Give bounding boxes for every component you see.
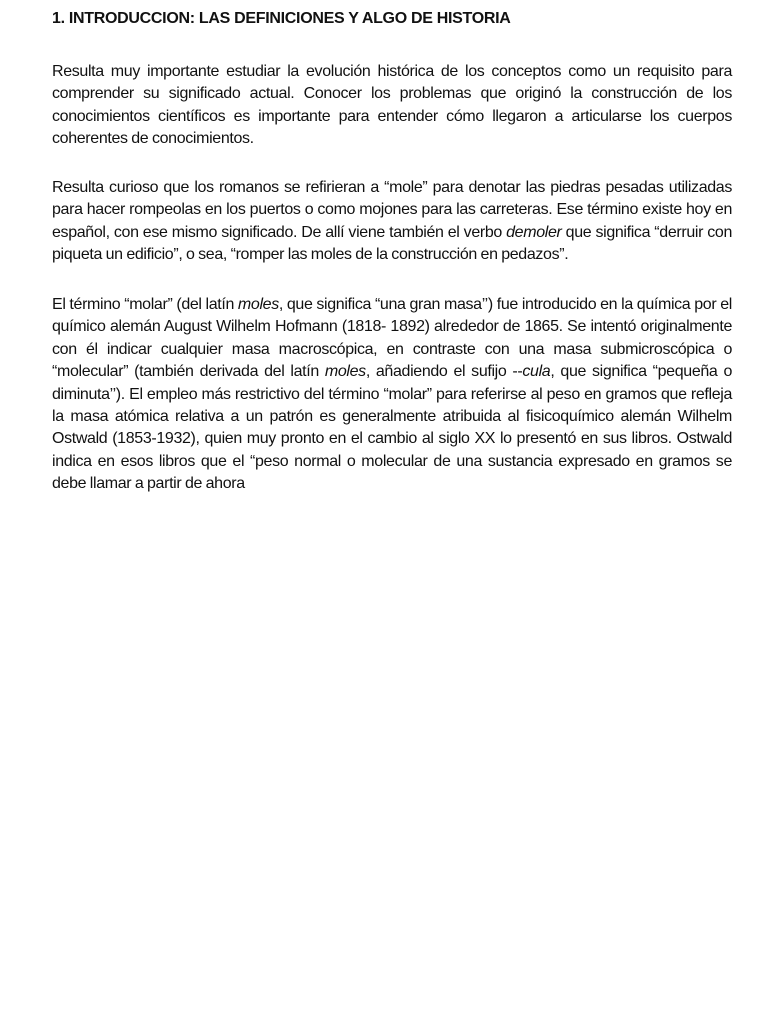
paragraph-introduction: Resulta muy importante estudiar la evolución histórica de los conceptos como un requisito para comprender su significado actual. Conocer los problemas que originó la construcción de los conocimientos científicos es importante para entender cómo llegaron a articularse los cuerpos coherentes de conocimientos. — [52, 63, 732, 148]
italic-term-moles: moles — [237, 296, 279, 313]
paragraph-text: , que significa “pequeña o diminuta’’). El empleo más restrictivo del término “molar” para referirse al peso en gramos que refleja la masa atómica relativa a un patrón es generalmente atribuida al fisicoquímico alemán Wilhelm Ostwald (1853-1932), quien muy pronto en el cambio al siglo XX lo presentó en sus libros. Ostwald indica en esos libros que el “peso normal o molecular de una sustancia expresado en gramos se debe llamar a partir de ahora — [52, 363, 732, 493]
paragraph-text: que significa “derruir con piqueta un edificio”, o sea, “romper las moles de la construcción en pedazos”. — [52, 223, 732, 264]
italic-term-moles: moles — [324, 363, 366, 381]
section-heading: 1. INTRODUCCION: LAS DEFINICIONES Y ALGO DE HISTORIA — [52, 10, 511, 27]
paragraph-text: , añadiendo el sufijo -- — [365, 363, 523, 381]
paragraph-text: , que significa “una gran masa’’) fue introducido en la química por el químico alemán August Wilhelm Hofmann (1818- 1892) alrededor de 1865. Se intentó originalmente con él indicar cualquier masa macroscópica, en contraste con una masa submicroscópica o “molecular” (también derivada del latín — [52, 296, 732, 381]
paragraph-molar-history — [52, 294, 732, 496]
italic-term-cula: cula — [522, 363, 551, 381]
italic-term-demoler: demoler — [506, 223, 562, 241]
paragraph-mole-origin — [52, 177, 732, 267]
paragraph-text: El término “molar” (del latín — [52, 296, 238, 313]
document-page — [52, 0, 732, 493]
paragraph-text: Resulta curioso que los romanos se refirieran a “mole” para denotar las piedras pesadas utilizadas para hacer rompeolas en los puertos o como mojones para las carreteras. Ese término existe hoy en español, con ese mismo significado. De allí viene también el verbo — [52, 179, 732, 241]
